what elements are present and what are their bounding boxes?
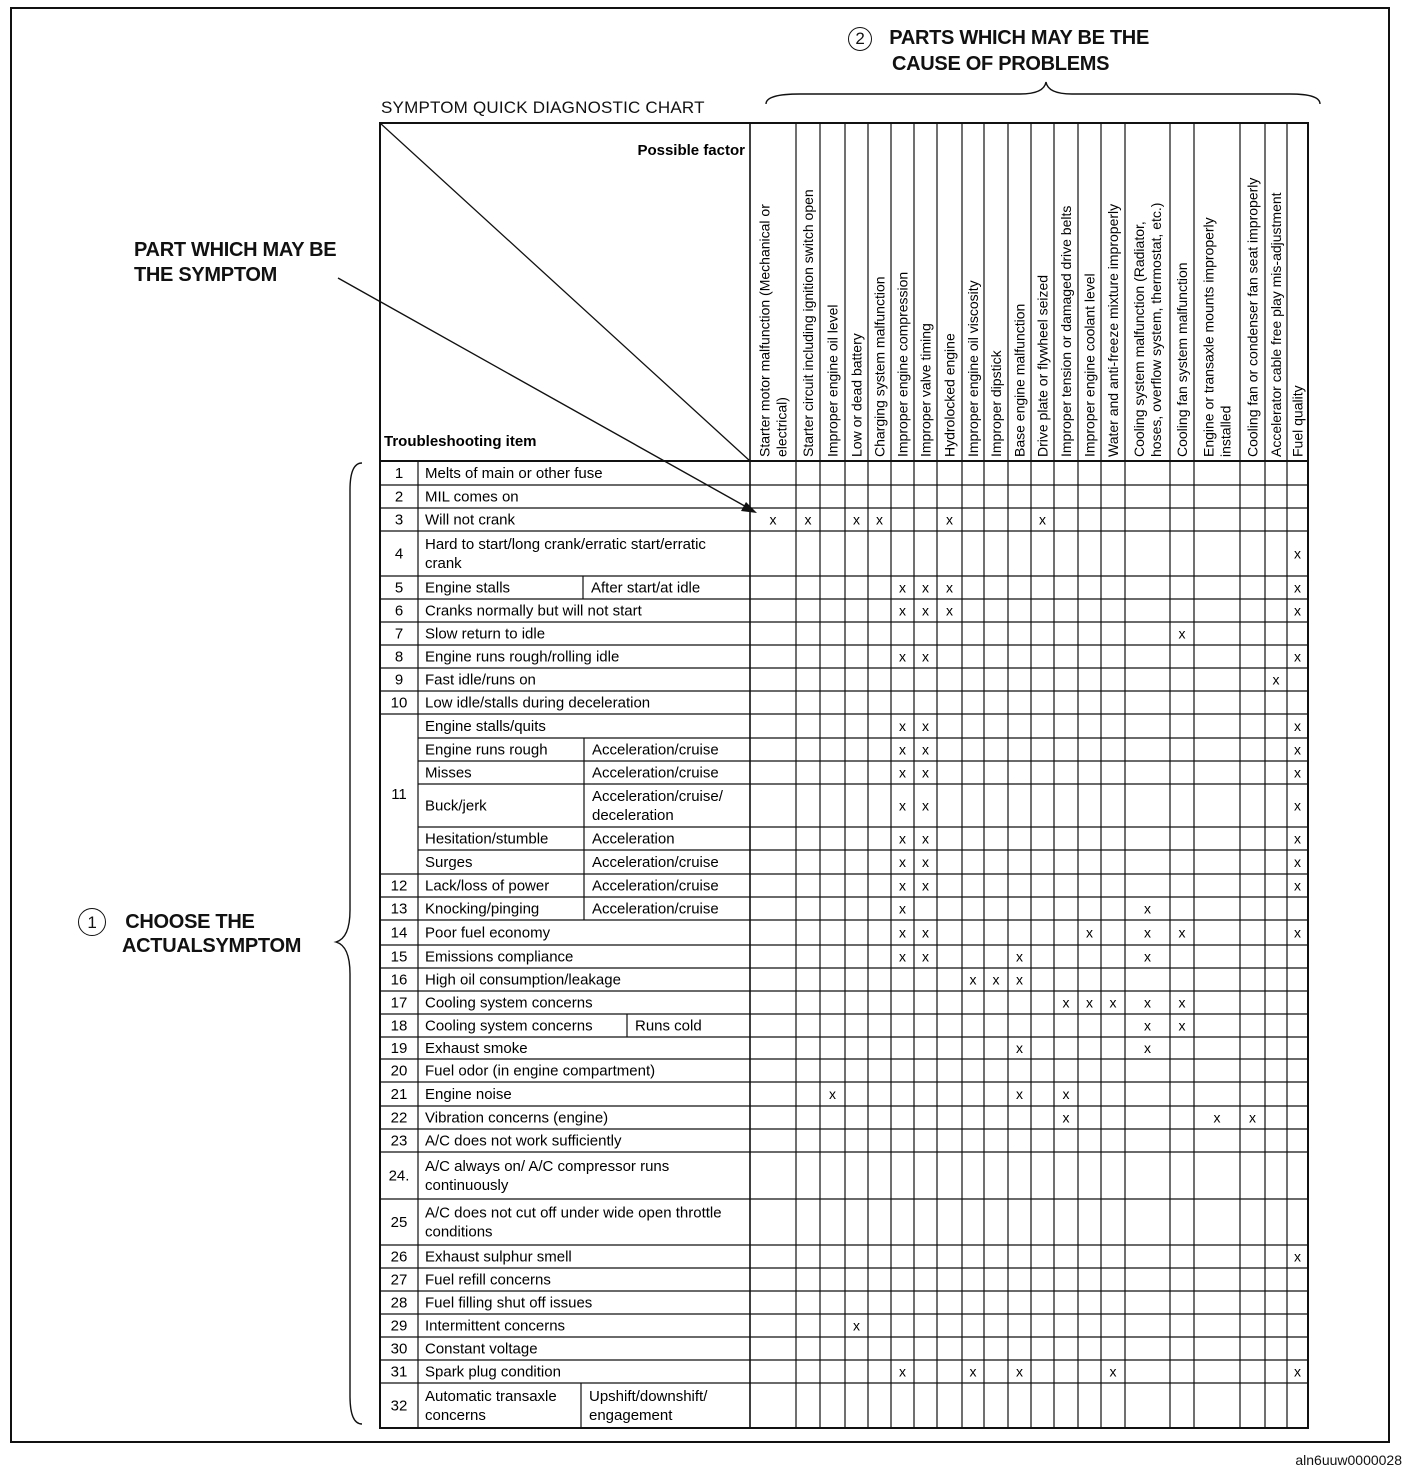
- cause-mark: x: [1086, 924, 1093, 941]
- factor-label: Improper tension or damaged drive belts: [1058, 205, 1074, 457]
- symptom-item: High oil consumption/leakage: [425, 971, 621, 989]
- cause-mark: x: [899, 718, 906, 734]
- symptom-item: Emissions compliance: [425, 948, 574, 966]
- cause-mark: x: [899, 602, 906, 619]
- symptom-item: Exhaust sulphur smell: [425, 1248, 572, 1266]
- factor-label: Drive plate or flywheel seized: [1034, 274, 1051, 457]
- row-number: 15: [390, 948, 408, 966]
- cause-mark: x: [1086, 994, 1093, 1011]
- symptom-item: Slow return to idle: [425, 625, 546, 643]
- symptom-item: Lack/loss of power: [425, 877, 550, 895]
- cause-mark: x: [899, 741, 906, 758]
- cause-mark: x: [1178, 994, 1186, 1011]
- symptom-item: A/C does not cut off under wide open throttle: [425, 1204, 722, 1222]
- symptom-item: Fuel filling shut off issues: [425, 1294, 593, 1312]
- cause-mark: x: [1294, 877, 1301, 894]
- cause-mark: x: [969, 971, 977, 988]
- cause-mark: x: [899, 579, 906, 596]
- row-number: 27: [390, 1271, 408, 1289]
- cause-mark: x: [1294, 648, 1301, 665]
- symptom-part-line1: PART WHICH MAY BE: [134, 239, 337, 261]
- cause-mark: x: [1294, 830, 1301, 847]
- row-number: 26: [390, 1248, 408, 1266]
- symptom-condition: Acceleration: [592, 830, 675, 848]
- symptom-item: Fuel refill concerns: [425, 1271, 551, 1289]
- symptom-item: A/C does not work sufficiently: [425, 1132, 622, 1150]
- cause-mark: x: [1178, 625, 1186, 642]
- cause-mark: x: [922, 648, 929, 665]
- row-number: 8: [394, 648, 404, 666]
- cause-mark: x: [922, 797, 929, 814]
- header-diagonal: [380, 123, 750, 461]
- cause-mark: x: [1294, 545, 1301, 562]
- factor-label: Cooling fan system malfunction: [1174, 262, 1190, 457]
- choose-number-badge: 1: [78, 908, 106, 936]
- symptom-item: Engine runs rough/rolling idle: [425, 648, 620, 666]
- row-number: 22: [390, 1109, 408, 1127]
- row-number: 16: [390, 971, 408, 989]
- factor-brace: [766, 82, 1320, 104]
- row-number: 3: [394, 511, 404, 529]
- factor-label: Accelerator cable free play mis-adjustment: [1268, 192, 1284, 457]
- symptom-item: Vibration concerns (engine): [425, 1109, 609, 1127]
- symptom-item: Engine stalls: [425, 579, 511, 597]
- cause-mark: x: [1294, 1363, 1301, 1380]
- cause-mark: x: [1062, 1109, 1070, 1126]
- cause-mark: x: [1249, 1109, 1256, 1126]
- symptom-item: Engine noise: [425, 1086, 512, 1103]
- factor-label: Water and anti-freeze mixture improperly: [1105, 203, 1121, 457]
- symptom-item: Surges: [425, 854, 473, 871]
- cause-mark: x: [899, 797, 906, 814]
- cause-mark: x: [1178, 924, 1186, 941]
- cause-mark: x: [899, 648, 906, 665]
- row-number: 25: [390, 1214, 408, 1231]
- cause-mark: x: [899, 924, 906, 941]
- cause-mark: x: [1016, 971, 1023, 988]
- row-number: 23: [390, 1132, 408, 1150]
- symptom-item: Buck/jerk: [425, 797, 487, 815]
- chart-title: SYMPTOM QUICK DIAGNOSTIC CHART: [381, 98, 705, 117]
- factor-label: Improper valve timing: [917, 323, 934, 457]
- row-number: 17: [390, 994, 408, 1012]
- cause-mark: x: [899, 1363, 906, 1380]
- row-number: 32: [390, 1397, 408, 1415]
- symptom-item: Fuel odor (in engine compartment): [425, 1062, 656, 1080]
- factor-label: Improper engine oil viscosity: [965, 280, 981, 457]
- symptom-item: Intermittent concerns: [425, 1317, 566, 1335]
- factor-label: Improper engine oil level: [824, 304, 841, 457]
- cause-mark: x: [1016, 1363, 1023, 1380]
- cause-mark: x: [899, 830, 906, 847]
- cause-mark: x: [922, 741, 929, 758]
- factor-label: hoses, overflow system, thermostat, etc.): [1148, 202, 1164, 457]
- symptom-item: Will not crank: [425, 511, 516, 529]
- symptom-item: Melts of main or other fuse: [425, 465, 603, 482]
- cause-mark: x: [899, 764, 906, 781]
- factor-label: Fuel quality: [1289, 385, 1306, 457]
- cause-mark: x: [992, 971, 1000, 988]
- symptom-item: Constant voltage: [425, 1340, 538, 1358]
- cause-mark: x: [922, 854, 929, 870]
- symptom-condition: After start/at idle: [591, 579, 701, 597]
- factor-label: Low or dead battery: [848, 333, 865, 457]
- cause-mark: x: [1213, 1109, 1221, 1126]
- parts-heading-line2: CAUSE OF PROBLEMS: [892, 53, 1110, 75]
- cause-mark: x: [1294, 718, 1301, 734]
- factor-label: Cooling fan or condenser fan seat improperly: [1244, 177, 1261, 457]
- row-number: 12: [390, 877, 408, 895]
- symptom-item: Cooling system concerns: [425, 1017, 593, 1035]
- cause-mark: x: [1294, 924, 1301, 941]
- symptom-condition: Acceleration/cruise: [592, 741, 719, 759]
- troubleshooting-item-label: Troubleshooting item: [384, 433, 537, 450]
- row-number: 31: [390, 1363, 408, 1381]
- parts-number-badge: 2: [848, 27, 872, 51]
- cause-mark: x: [946, 579, 953, 596]
- symptom-item: Poor fuel economy: [425, 924, 551, 942]
- cause-mark: x: [922, 718, 929, 734]
- factor-label: Cooling system malfunction (Radiator,: [1131, 221, 1147, 457]
- symptom-item: Low idle/stalls during deceleration: [425, 694, 651, 712]
- symptom-item: A/C always on/ A/C compressor runs: [425, 1158, 670, 1175]
- factor-label: Charging system malfunction: [871, 276, 888, 457]
- cause-mark: x: [922, 830, 929, 847]
- row-number: 1: [394, 465, 404, 482]
- possible-factor-label: Possible factor: [637, 142, 745, 159]
- cause-mark: x: [1016, 1086, 1023, 1102]
- cause-mark: x: [1144, 900, 1151, 917]
- cause-mark: x: [922, 764, 929, 781]
- symptom-item: Spark plug condition: [425, 1363, 561, 1381]
- cause-mark: x: [922, 877, 929, 894]
- row-number: 13: [390, 900, 408, 918]
- row-number: 28: [390, 1294, 408, 1312]
- row-number: 5: [394, 579, 404, 597]
- cause-mark: x: [769, 511, 777, 528]
- symptom-item: Fast idle/runs on: [425, 671, 536, 689]
- row-number: 9: [394, 671, 404, 689]
- factor-label: Engine or transaxle mounts improperly: [1200, 217, 1217, 457]
- cause-mark: x: [922, 602, 929, 619]
- cause-mark: x: [1294, 764, 1301, 781]
- symptom-condition: Acceleration/cruise: [592, 764, 719, 782]
- symptom-condition: engagement: [589, 1407, 673, 1424]
- factor-label: Starter motor malfunction (Mechanical or: [756, 204, 773, 457]
- row-number: 4: [394, 545, 404, 563]
- cause-mark: x: [1062, 1086, 1070, 1102]
- cause-mark: x: [853, 1317, 860, 1334]
- choose-line2: ACTUALSYMPTOM: [122, 935, 302, 957]
- cause-mark: x: [1294, 741, 1301, 758]
- row-number: 21: [390, 1086, 408, 1103]
- symptom-condition: Upshift/downshift/: [589, 1388, 708, 1405]
- factor-label: Base engine malfunction: [1011, 303, 1028, 457]
- row-number: 29: [390, 1317, 408, 1335]
- cause-mark: x: [1144, 1040, 1151, 1056]
- cause-mark: x: [946, 602, 953, 619]
- cause-mark: x: [1144, 948, 1151, 965]
- symptom-condition: Acceleration/cruise: [592, 854, 719, 871]
- cause-mark: x: [829, 1086, 836, 1102]
- cause-mark: x: [1039, 511, 1046, 528]
- symptom-condition: deceleration: [592, 807, 674, 824]
- row-number: 19: [390, 1040, 408, 1057]
- symptom-item: Exhaust smoke: [425, 1040, 528, 1057]
- symptom-item: Misses: [425, 764, 472, 782]
- cause-mark: x: [1016, 948, 1023, 965]
- symptom-item: Knocking/pinging: [425, 900, 540, 918]
- symptom-item: crank: [425, 555, 462, 572]
- row-number: 30: [390, 1340, 408, 1358]
- symptom-item: Cranks normally but will not start: [425, 602, 642, 620]
- cause-mark: x: [1272, 671, 1280, 688]
- symptom-item: Hesitation/stumble: [425, 830, 549, 848]
- symptom-item: Engine stalls/quits: [425, 718, 546, 735]
- factor-label: Hydrolocked engine: [941, 333, 958, 457]
- cause-mark: x: [1294, 1248, 1301, 1265]
- symptom-part-line2: THE SYMPTOM: [134, 264, 278, 286]
- symptom-condition: Acceleration/cruise: [592, 877, 719, 895]
- cause-mark: x: [922, 579, 929, 596]
- symptom-item: Hard to start/long crank/erratic start/erratic: [425, 536, 706, 553]
- cause-mark: x: [1144, 924, 1151, 941]
- cause-mark: x: [1294, 602, 1301, 619]
- cause-mark: x: [922, 948, 929, 965]
- symptom-item: continuously: [425, 1177, 509, 1194]
- parts-heading-line1: PARTS WHICH MAY BE THE: [889, 27, 1149, 49]
- factor-label: installed: [1217, 405, 1234, 457]
- row-number: 10: [390, 694, 408, 712]
- row-number: 2: [394, 488, 404, 506]
- symptom-item: conditions: [425, 1223, 493, 1241]
- symptom-item: MIL comes on: [425, 488, 519, 506]
- symptom-condition: Acceleration/cruise: [592, 900, 719, 918]
- cause-mark: x: [899, 877, 906, 894]
- table-border: [380, 123, 1308, 1428]
- row-number: 11: [391, 786, 407, 803]
- symptom-condition: Acceleration/cruise/: [592, 788, 723, 805]
- factor-label: Improper engine compression: [894, 271, 911, 457]
- cause-mark: x: [1294, 797, 1301, 814]
- symptom-item: Cooling system concerns: [425, 994, 593, 1012]
- symptom-item: Automatic transaxle: [425, 1388, 557, 1405]
- symptom-condition: Runs cold: [635, 1017, 702, 1035]
- cause-mark: x: [804, 511, 812, 528]
- factor-label: Improper dipstick: [988, 350, 1004, 457]
- row-number: 18: [390, 1017, 408, 1035]
- row-number: 6: [394, 602, 404, 620]
- cause-mark: x: [899, 900, 906, 917]
- cause-mark: x: [1144, 994, 1151, 1011]
- cause-mark: x: [1294, 854, 1301, 870]
- symptom-brace: [336, 463, 362, 1424]
- image-code: aln6uuw0000028: [1295, 1452, 1402, 1468]
- factor-label: Improper engine coolant level: [1081, 273, 1098, 457]
- row-number: 24.: [388, 1167, 410, 1185]
- cause-mark: x: [1062, 994, 1070, 1011]
- row-number: 14: [390, 924, 408, 942]
- cause-mark: x: [876, 511, 883, 528]
- cause-mark: x: [853, 511, 860, 528]
- cause-mark: x: [1294, 579, 1301, 596]
- factor-label: electrical): [773, 397, 790, 457]
- cause-mark: x: [922, 924, 929, 941]
- choose-line1: CHOOSE THE: [125, 910, 255, 933]
- cause-mark: x: [1109, 1363, 1117, 1380]
- cause-mark: x: [946, 511, 953, 528]
- symptom-item: Engine runs rough: [425, 741, 548, 759]
- row-number: 20: [390, 1062, 408, 1080]
- cause-mark: x: [1016, 1040, 1023, 1056]
- cause-mark: x: [899, 854, 906, 870]
- cause-mark: x: [1109, 994, 1117, 1011]
- cause-mark: x: [899, 948, 906, 965]
- symptom-item: concerns: [425, 1407, 486, 1424]
- cause-mark: x: [969, 1363, 977, 1380]
- row-number: 7: [394, 625, 404, 643]
- factor-label: Starter circuit including ignition switch open: [800, 189, 816, 457]
- cause-mark: x: [1178, 1017, 1186, 1034]
- cause-mark: x: [1144, 1017, 1151, 1034]
